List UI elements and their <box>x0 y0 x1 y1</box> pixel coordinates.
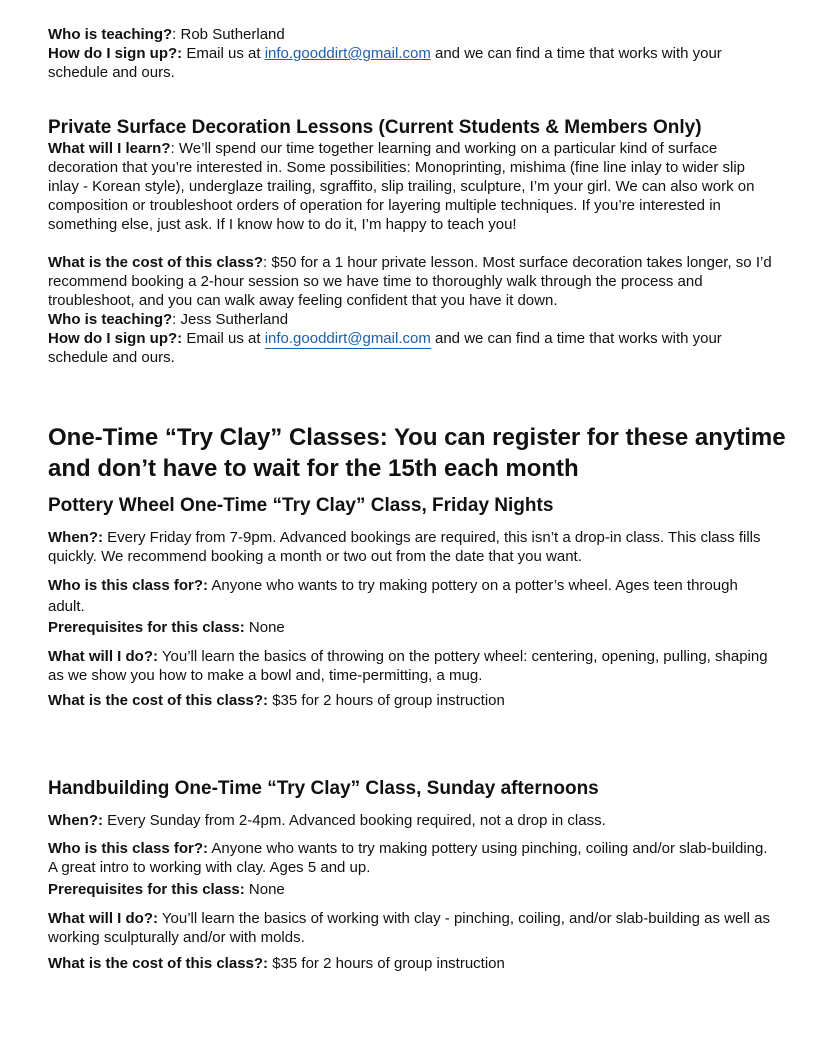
wheel-do-label: What will I do?: <box>48 648 158 665</box>
hand-when-value: Every Sunday from 2-4pm. Advanced booking required, not a drop in class. <box>102 812 606 829</box>
private-teacher-value: : Jess Sutherland <box>172 311 289 328</box>
hand-who-label: Who is this class for?: <box>48 840 209 857</box>
wheel-when-label: When?: <box>48 529 103 546</box>
hand-do-paragraph <box>48 909 776 947</box>
private-email-link[interactable]: info.gooddirt@gmail.com <box>264 330 431 347</box>
wheel-class-heading: Pottery Wheel One-Time “Try Clay” Class, Friday Nights <box>48 495 554 516</box>
private-signup-pre-text: Email us at <box>182 330 265 347</box>
wheel-prereq-line <box>48 618 776 637</box>
private-signup-post-text: and we can find a time that works with your schedule and ours. <box>48 330 722 366</box>
signup-pre-text: Email us at <box>182 45 265 62</box>
hand-prereq-label: Prerequisites for this class: <box>48 881 245 898</box>
private-lessons-heading: Private Surface Decoration Lessons (Current Students & Members Only) <box>48 117 702 138</box>
private-teacher-label: Who is teaching? <box>48 311 173 328</box>
learn-paragraph <box>48 139 776 234</box>
wheel-when-paragraph <box>48 528 776 566</box>
hand-when-label: When?: <box>48 812 103 829</box>
teacher-label: Who is teaching? <box>48 26 173 43</box>
wheel-who-paragraph <box>48 575 776 617</box>
one-time-heading: One-Time “Try Clay” Classes: You can register for these anytime and don’t have to wait for the 15th each month <box>48 424 786 482</box>
private-signup-line <box>48 329 776 367</box>
hand-cost-value: $35 for 2 hours of group instruction <box>268 955 505 972</box>
learn-value: : We’ll spend our time together learning and working on a particular kind of surface decoration that you’re interested in. Some possibilities: Monoprinting, mishima (fine line inlay to wider slip inlay - Korean style), underglaze trailing, sgraffito, slip trailing, sculpture, I’m your girl. We can also work on composition or troubleshoot orders of operation for layering multiple techniques. If you’re interested in something else, just ask. If I know how to do it, I’m happy to teach you! <box>48 140 755 233</box>
teacher-line <box>48 25 776 44</box>
signup-label: How do I sign up?: <box>48 45 183 62</box>
wheel-who-label: Who is this class for?: <box>48 577 209 594</box>
private-cost-paragraph <box>48 253 776 310</box>
wheel-cost-line <box>48 691 776 710</box>
learn-label: What will I learn? <box>48 140 171 157</box>
wheel-prereq-label: Prerequisites for this class: <box>48 619 245 636</box>
signup-line <box>48 44 776 82</box>
hand-prereq-line <box>48 880 776 899</box>
wheel-do-value: You’ll learn the basics of throwing on the pottery wheel: centering, opening, pulling, shaping as we show you how to make a bowl and, time-permitting, a mug. <box>48 648 768 684</box>
hand-who-paragraph <box>48 839 776 877</box>
private-signup-label: How do I sign up?: <box>48 330 183 347</box>
hand-prereq-value: None <box>244 881 285 898</box>
signup-post-text: and we can find a time that works with your schedule and ours. <box>48 45 722 81</box>
private-teacher-line <box>48 310 776 329</box>
hand-do-label: What will I do?: <box>48 910 158 927</box>
wheel-cost-label: What is the cost of this class?: <box>48 692 269 709</box>
wheel-when-value: Every Friday from 7-9pm. Advanced bookings are required, this isn’t a drop-in class. This class fills quickly. We recommend booking a month or two out from the date that you want. <box>48 529 761 565</box>
wheel-who-value: Anyone who wants to try making pottery on a potter’s wheel. Ages teen through adult. <box>48 577 738 615</box>
hand-when-line <box>48 811 776 830</box>
wheel-do-paragraph <box>48 647 776 685</box>
hand-do-value: You’ll learn the basics of working with clay - pinching, coiling, and/or slab-building as well as working sculpturally and/or with molds. <box>48 910 770 946</box>
wheel-prereq-value: None <box>244 619 285 636</box>
hand-who-value: Anyone who wants to try making pottery using pinching, coiling and/or slab-building. A great intro to working with clay. Ages 5 and up. <box>48 840 768 876</box>
wheel-cost-value: $35 for 2 hours of group instruction <box>268 692 505 709</box>
hand-cost-label: What is the cost of this class?: <box>48 955 269 972</box>
private-cost-value: : $50 for a 1 hour private lesson. Most surface decoration takes longer, so I’d recommend booking a 2-hour session so we have time to thoroughly walk through the process and troubleshoot, and you can walk away feeling confident that you have it down. <box>48 254 772 309</box>
private-cost-label: What is the cost of this class? <box>48 254 264 271</box>
hand-class-heading: Handbuilding One-Time “Try Clay” Class, Sunday afternoons <box>48 778 599 799</box>
email-link[interactable]: info.gooddirt@gmail.com <box>264 45 431 62</box>
teacher-value: : Rob Sutherland <box>172 26 285 43</box>
hand-cost-line <box>48 954 776 973</box>
